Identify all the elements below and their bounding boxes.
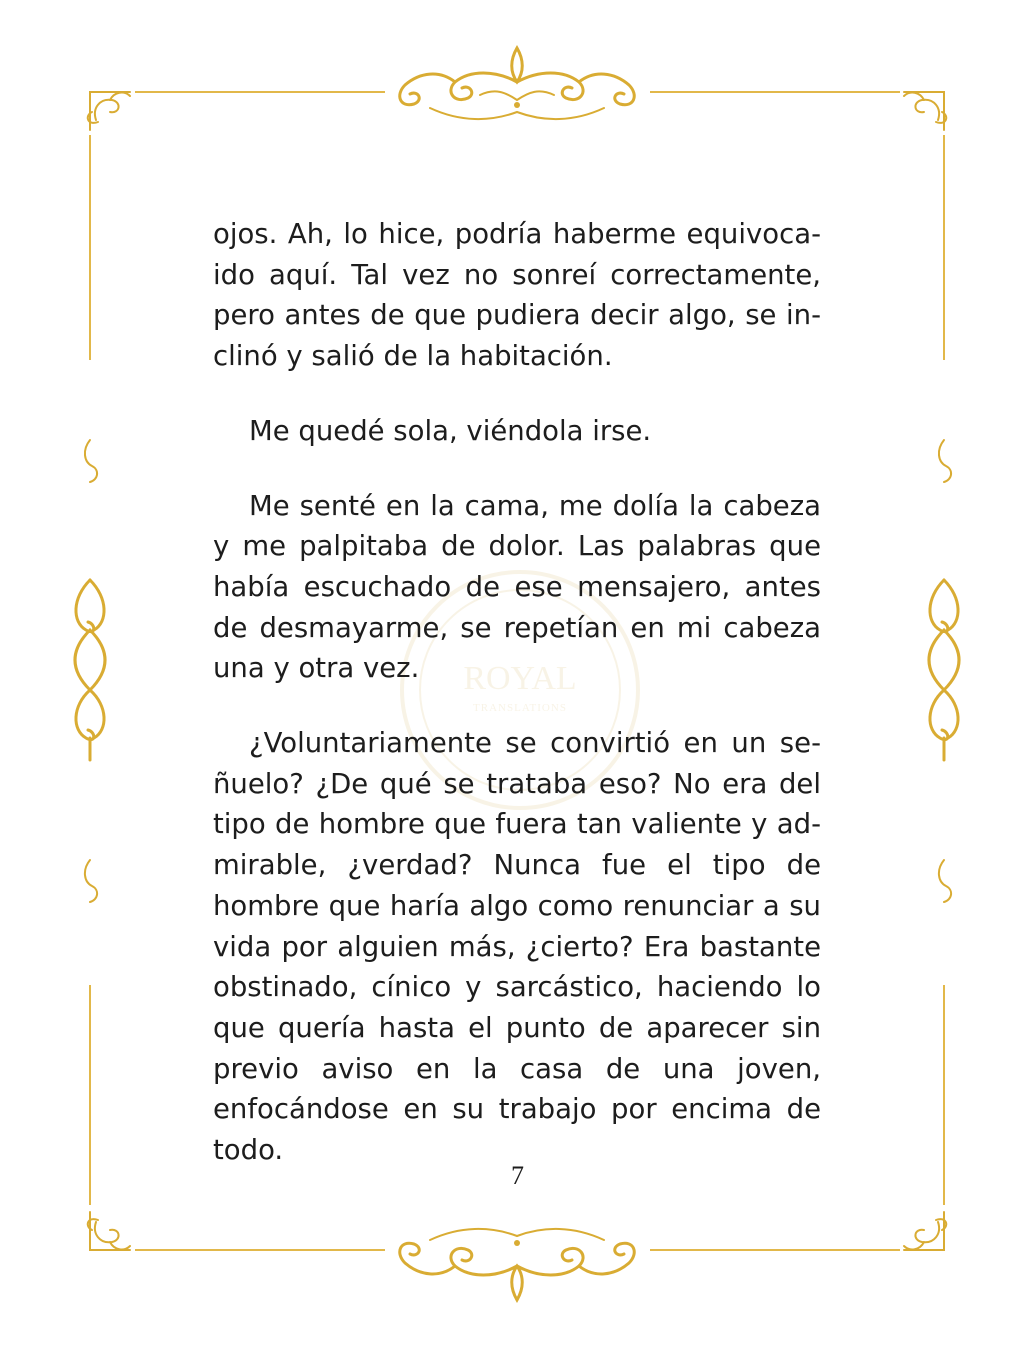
paragraph: ¿Voluntariamente se convirtió en un señuelo? ¿De qué se trataba eso? No era del tipo de hombre que fuera tan valiente y admirable, ¿verdad? Nunca fue el tipo de hombre que haría algo como renunciar a su vida por alguien más, ¿cierto? Era bastante obstinado, cínico y sarcástico, haciendo lo que quería hasta el punto de aparecer sin previo aviso en la casa de una joven, enfocándose en su trabajo por encima de todo. [213,727,821,1167]
page-number: 7 [511,1161,524,1190]
corner-ornament-bottom-left [88,1212,130,1250]
paragraph: ojos. Ah, lo hice, podría haberme equivocaido aquí. Tal vez no sonreí correctamente, pero antes de que pudiera decir algo, se inclinó y salió de la habitación. [213,218,821,373]
corner-ornament-bottom-right [904,1212,946,1250]
top-center-ornament [400,48,634,119]
left-side-ornament [75,440,105,902]
paragraph: Me quedé sola, viéndola irse. [249,414,652,447]
corner-ornament-top-left [88,92,130,130]
right-side-ornament [929,440,959,902]
paragraph: Me senté en la cama, me dolía la cabeza y me palpitaba de dolor. Las palabras que había escuchado de ese mensajero, antes de desmayarme, se repetían en mi cabeza una y otra vez. [213,489,821,685]
watermark-brand: ROYAL [463,660,577,697]
page-body [213,214,821,1205]
corner-ornament-top-right [904,92,946,130]
watermark-subtitle: TRANSLATIONS [473,702,567,714]
bottom-center-ornament [400,1229,634,1300]
